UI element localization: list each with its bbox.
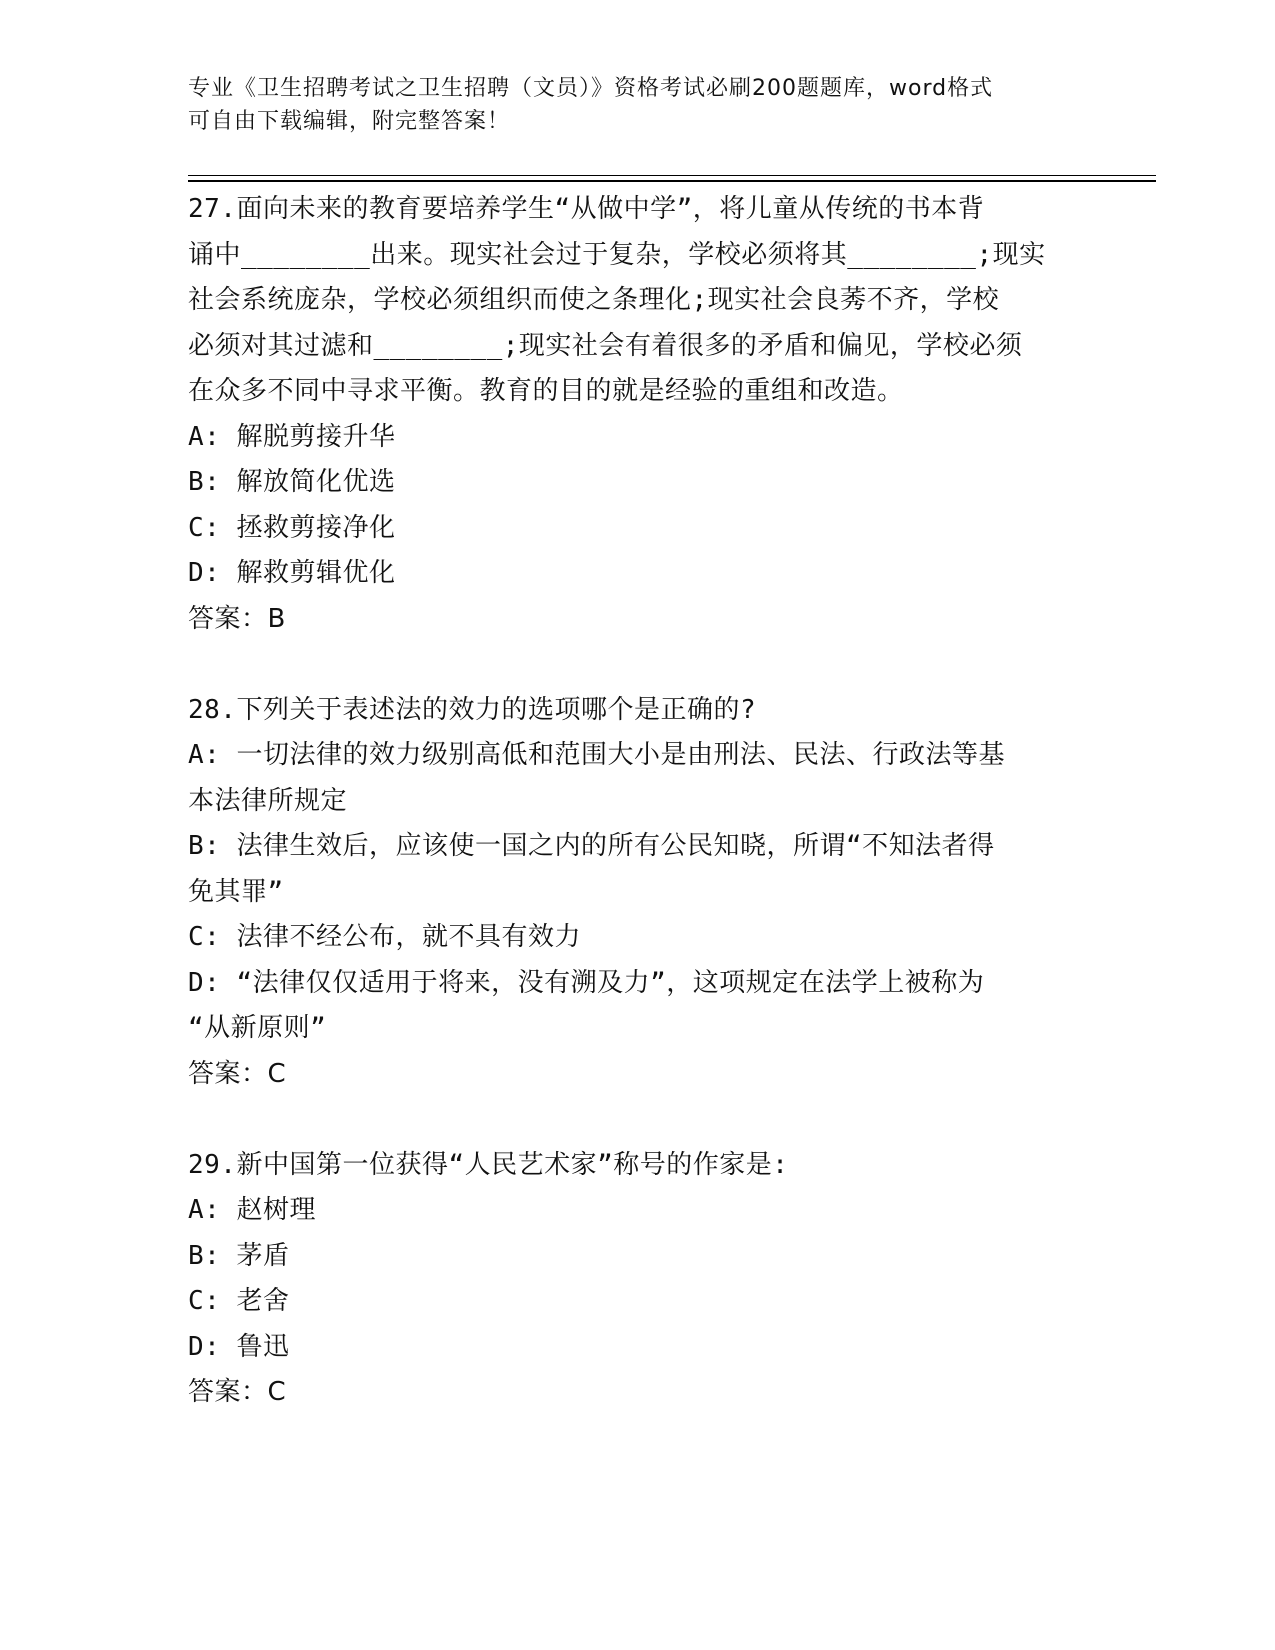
header-line-1: 专业《卫生招聘考试之卫生招聘（文员）》资格考试必刷200题题库，word格式 xyxy=(188,76,994,101)
option-a: A: 一切法律的效力级别高低和范围大小是由刑法、民法、行政法等基 xyxy=(188,740,1005,770)
option-d: D: 鲁迅 xyxy=(188,1331,290,1362)
question-29 xyxy=(188,1143,1088,1416)
header-divider-thick xyxy=(188,180,1156,182)
header-line-2: 可自由下载编辑，附完整答案！ xyxy=(188,109,511,134)
option-a: A: 赵树理 xyxy=(188,1195,316,1225)
question-stem-line: 27.面向未来的教育要培养学生“从做中学”，将儿童从传统的书本背 xyxy=(188,194,985,224)
question-27 xyxy=(188,187,1088,642)
answer-line: 答案：B xyxy=(188,603,286,634)
option-b: B: 法律生效后，应该使一国之内的所有公民知晓，所谓“不知法者得 xyxy=(188,831,995,861)
question-stem-line: 必须对其过滤和________;现实社会有着很多的矛盾和偏见，学校必须 xyxy=(188,330,1023,361)
question-28 xyxy=(188,688,1088,1098)
question-list xyxy=(188,187,1088,1416)
option-a-continued: 本法律所规定 xyxy=(188,785,348,816)
question-stem-line: 29.新中国第一位获得“人民艺术家”称号的作家是: xyxy=(188,1149,789,1180)
option-c: C: 法律不经公布，就不具有效力 xyxy=(188,922,581,952)
option-b: B: 解放简化优选 xyxy=(188,467,396,497)
question-stem-line: 社会系统庞杂，学校必须组织而使之条理化;现实社会良莠不齐，学校 xyxy=(188,285,1000,315)
question-stem-line: 28.下列关于表述法的效力的选项哪个是正确的? xyxy=(188,694,757,725)
answer-line: 答案：C xyxy=(188,1377,287,1407)
option-c: C: 老舍 xyxy=(188,1286,290,1316)
answer-line: 答案：C xyxy=(188,1058,287,1089)
option-d-continued: “从新原则” xyxy=(188,1013,327,1043)
question-spacer xyxy=(188,642,1088,688)
question-stem-line: 在众多不同中寻求平衡。教育的目的就是经验的重组和改造。 xyxy=(188,376,904,406)
header-divider-thin xyxy=(188,175,1156,176)
option-b: B: 茅盾 xyxy=(188,1240,290,1271)
question-stem-line: 诵中________出来。现实社会过于复杂，学校必须将其________;现实 xyxy=(188,239,1046,270)
question-spacer xyxy=(188,1097,1088,1143)
option-c: C: 拯救剪接净化 xyxy=(188,512,396,543)
option-b-continued: 免其罪” xyxy=(188,876,284,907)
option-d: D: “法律仅仅适用于将来，没有溯及力”，这项规定在法学上被称为 xyxy=(188,967,985,998)
document-header xyxy=(188,72,1068,138)
option-a: A: 解脱剪接升华 xyxy=(188,421,396,452)
option-d: D: 解救剪辑优化 xyxy=(188,558,396,588)
